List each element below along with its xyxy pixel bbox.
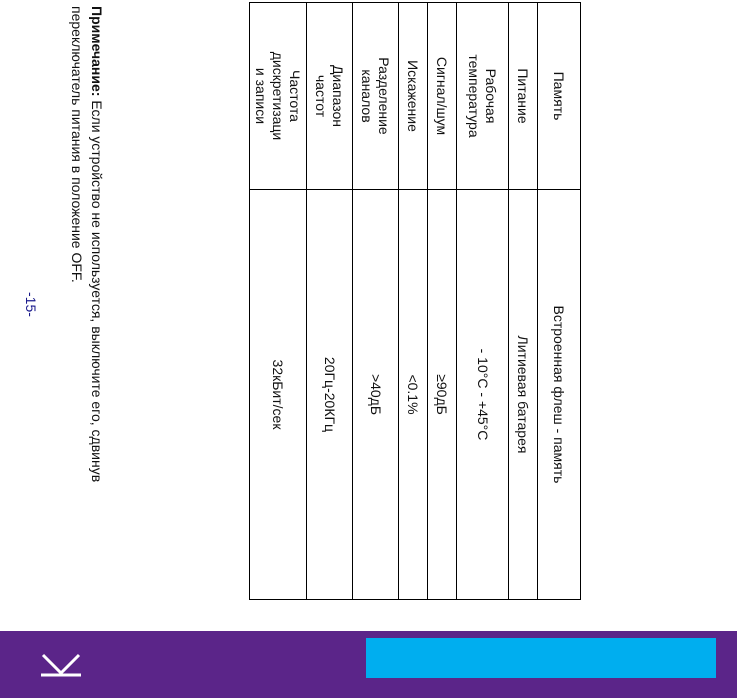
note-text: Если устройство не используется, выключите его, сдвинув переключатель питания в положение OFF. <box>69 6 105 483</box>
spec-value: Встроенная флеш - память <box>538 190 581 600</box>
note-paragraph <box>67 6 107 566</box>
spec-value: Литиевая батарея <box>509 190 538 600</box>
spec-label: Питание <box>509 3 538 190</box>
spec-label: Память <box>538 3 581 190</box>
spec-row <box>457 3 509 600</box>
spec-label: Искажение <box>399 3 428 190</box>
spec-label: Рабочая температура <box>457 3 509 190</box>
page-number: -15- <box>23 292 39 317</box>
spec-value: - 10°C - +45°C <box>457 190 509 600</box>
spec-row <box>428 3 457 600</box>
spec-row <box>307 3 353 600</box>
note-label: Примечание: <box>89 6 105 97</box>
spec-row <box>353 3 399 600</box>
chevron-down-button[interactable] <box>36 649 86 683</box>
spec-row <box>250 3 307 600</box>
spec-value: ≥90дБ <box>428 190 457 600</box>
spec-label: Диапазон частот <box>307 3 353 190</box>
spec-label: Частота дискретизаци и записи <box>250 3 307 190</box>
spec-row <box>538 3 581 600</box>
spec-row <box>399 3 428 600</box>
spec-label: Разделение каналов <box>353 3 399 190</box>
nav-search-field[interactable] <box>366 638 716 678</box>
spec-value: >40дБ <box>353 190 399 600</box>
spec-table <box>249 2 581 600</box>
spec-label: Сигнал/шум <box>428 3 457 190</box>
spec-value: <0.1% <box>399 190 428 600</box>
spec-value: 32кБит/сек <box>250 190 307 600</box>
spec-value: 20Гц-20КГц <box>307 190 353 600</box>
spec-row <box>509 3 538 600</box>
chevron-down-icon <box>36 649 86 683</box>
bottom-nav-bar <box>0 631 737 698</box>
